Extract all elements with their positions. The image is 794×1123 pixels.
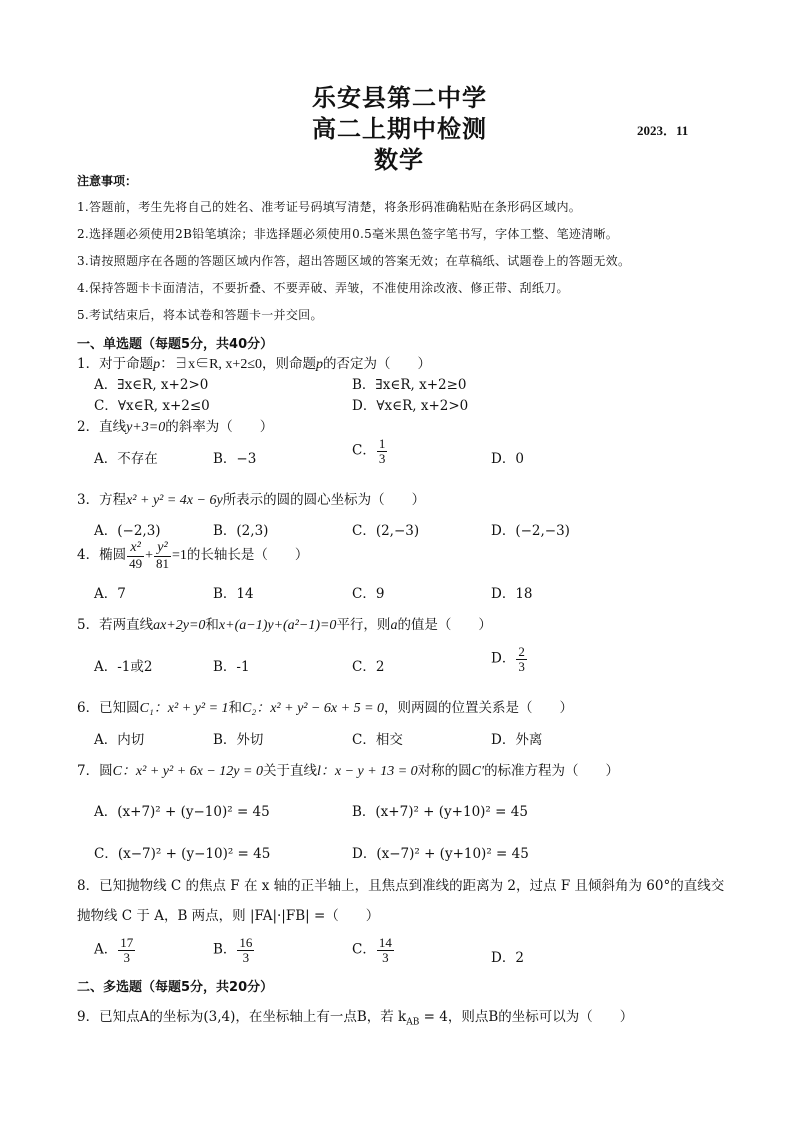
q6-stem-a: 6．已知圆 (77, 700, 140, 716)
fraction-numerator: x² (127, 541, 144, 557)
q5-option-d (491, 645, 528, 673)
q1-option-a: A．∃x∈R, x+2>0 (94, 377, 209, 393)
q2-option-c-label: C． (352, 442, 376, 459)
question-8-line-1: 8．已知抛物线 C 的焦点 F 在 x 轴的正半轴上，且焦点到准线的距离为 2，过点 F 且倾斜角为 60°的直线交 (77, 878, 725, 894)
q3-stem-a: 3．方程 (77, 492, 127, 508)
q5-mid: 和 (205, 617, 219, 633)
fraction-denominator: 81 (156, 555, 169, 571)
fraction-denominator: 3 (382, 949, 389, 965)
q8-option-d: D．2 (491, 950, 524, 966)
q4-option-a: A．7 (94, 586, 126, 602)
q4-option-c: C．9 (352, 586, 385, 602)
exam-date: 2023．11 (637, 123, 689, 138)
q5-option-d-label: D． (491, 650, 516, 667)
q4-plus: + (145, 548, 153, 564)
q9-tail: = 4，则点B的坐标可以为（ ） (419, 1009, 634, 1025)
q7-option-b: B．(x+7)² + (y+10)² = 45 (352, 804, 528, 820)
q6-option-b: B．外切 (213, 732, 264, 748)
q5-stem-c: 的值是（ ） (397, 617, 492, 633)
subject-title: 数学 (374, 146, 424, 174)
q6-circle-2: C₂：x² + y² − 6x + 5 = 0 (242, 701, 385, 716)
q3-option-b: B．(2,3) (213, 523, 269, 539)
q4-fraction-x (127, 541, 144, 570)
q4-option-d: D．18 (491, 586, 533, 602)
q8-option-c (352, 936, 395, 964)
q1-p: p (153, 357, 161, 372)
q1-option-b: B．∃x∈R, x+2≥0 (352, 377, 467, 393)
section-heading-single: 一、单选题（每题5分，共40分） (77, 337, 274, 352)
q2-option-d: D．0 (491, 451, 524, 467)
q1-prop: ：∃x∈R, x+2≤0 (160, 357, 263, 372)
notice-item: 5.考试结束后，将本试卷和答题卡一并交回。 (77, 308, 323, 322)
q8-option-c-fraction (377, 936, 394, 964)
q6-option-c: C．相交 (352, 732, 403, 748)
fraction-denominator: 3 (123, 949, 130, 965)
q7-line: l：x − y + 13 = 0 (316, 764, 418, 779)
q4-stem-a: 4．椭圆 (77, 547, 127, 564)
q5-equation-1: ax+2y=0 (153, 618, 206, 633)
fraction-numerator: 17 (120, 935, 134, 950)
q5-equation-2: x+(a−1)y+(a²−1)=0 (218, 618, 337, 633)
q8-option-c-label: C． (352, 941, 376, 958)
q2-equation: y+3=0 (126, 420, 166, 435)
q3-option-a: A．(−2,3) (94, 523, 161, 539)
fraction-denominator: 3 (378, 450, 386, 466)
q5-stem-b: 平行，则 (336, 617, 391, 633)
fraction-numerator: 16 (239, 935, 253, 950)
q3-equation: x² + y² = 4x − 6y (126, 493, 223, 508)
q1-option-c: C．∀x∈R, x+2≤0 (94, 398, 210, 414)
q5-stem-a: 5．若两直线 (77, 617, 154, 633)
q1-stem-b: ，则命题 (262, 356, 317, 372)
q1-p2: p (316, 357, 324, 372)
q9-subscript: AB (406, 1017, 420, 1028)
school-name: 乐安县第二中学 (312, 84, 487, 112)
notice-item: 3.请按照题序在各题的答题区域内作答，超出答题区域的答案无效；在草稿纸、试题卷上的答题无效。 (77, 254, 631, 268)
notice-item: 4.保持答题卡卡面清洁，不要折叠、不要弄破、弄皱，不准使用涂改液、修正带、刮纸刀。 (77, 281, 569, 295)
q7-stem-b: 关于直线 (262, 763, 317, 779)
q2-option-a: A．不存在 (94, 451, 158, 467)
q5-option-a: A．-1或2 (94, 659, 153, 675)
q7-c-prime: C′ (471, 764, 485, 779)
notice-heading: 注意事项： (77, 174, 138, 188)
q2-option-b: B．−3 (213, 451, 257, 467)
q7-stem-c: 对称的圆 (417, 763, 472, 779)
fraction-denominator: 3 (518, 658, 525, 674)
q8-option-b (213, 936, 255, 964)
fraction-numerator: y² (154, 541, 171, 557)
q5-option-d-fraction (516, 645, 527, 673)
q2-stem-a: 2．直线 (77, 419, 127, 435)
q5-option-b: B．-1 (213, 659, 250, 675)
question-8-line-2: 抛物线 C 于 A，B 两点，则 |FA|·|FB| =（ ） (77, 908, 380, 924)
q4-fraction-y (154, 541, 171, 570)
q4-eq-tail: =1 (172, 548, 187, 564)
question-5-stem (77, 613, 492, 634)
q7-circle: C：x² + y² + 6x − 12y = 0 (112, 764, 263, 779)
q7-option-d: D．(x−7)² + (y+10)² = 45 (352, 846, 529, 862)
question-2-stem (77, 415, 273, 436)
question-3-stem (77, 488, 425, 509)
q2-option-c (352, 437, 388, 465)
q3-option-d: D．(−2,−3) (491, 523, 570, 539)
question-1-stem (77, 352, 431, 373)
exam-title: 高二上期中检测 (312, 115, 487, 143)
notice-item: 2.选择题必须使用2B铅笔填涂；非选择题必须使用0.5毫米黑色签字笔书写，字体工整、笔迹清晰。 (77, 227, 619, 241)
q6-circle-1: C₁：x² + y² = 1 (139, 701, 229, 716)
q3-stem-b: 所表示的圆的圆心坐标为（ ） (222, 492, 426, 508)
q8-option-a-fraction (118, 936, 135, 964)
section-heading-multi: 二、多选题（每题5分，共20分） (77, 980, 274, 995)
q8-option-a (94, 936, 136, 964)
notice-item: 1.答题前，考生先将自己的姓名、准考证号码填写清楚，将条形码准确粘贴在条形码区域内。 (77, 200, 582, 214)
q1-option-d: D．∀x∈R, x+2>0 (352, 398, 469, 414)
fraction-denominator: 3 (242, 949, 250, 965)
q1-stem-a: 1．对于命题 (77, 356, 154, 372)
fraction-denominator: 49 (129, 555, 143, 571)
question-9-stem (77, 1005, 633, 1028)
q6-option-d: D．外离 (491, 732, 543, 748)
question-7-stem (77, 759, 619, 780)
question-6-stem (77, 696, 573, 717)
q7-stem-a: 7．圆 (77, 763, 113, 779)
q8-option-b-label: B． (213, 941, 237, 958)
q1-stem-c: 的否定为（ ） (323, 356, 432, 372)
q6-stem-b: ，则两圆的位置关系是（ ） (384, 700, 574, 716)
q2-stem-b: 的斜率为（ ） (165, 419, 274, 435)
q8-option-b-fraction (237, 936, 254, 964)
q6-option-a: A．内切 (94, 732, 145, 748)
q7-option-a: A．(x+7)² + (y−10)² = 45 (94, 804, 270, 820)
q8-option-a-label: A． (94, 941, 118, 958)
q4-option-b: B．14 (213, 586, 254, 602)
question-4-stem (77, 541, 308, 570)
q6-mid: 和 (228, 700, 243, 716)
q7-option-c: C．(x−7)² + (y−10)² = 45 (94, 846, 271, 862)
fraction-numerator: 2 (518, 644, 525, 659)
fraction-numerator: 1 (378, 436, 386, 451)
q4-stem-b: 的长轴长是（ ） (186, 547, 309, 564)
q7-stem-d: 的标准方程为（ ） (484, 763, 620, 779)
q3-option-c: C．(2,−3) (352, 523, 420, 539)
fraction-numerator: 14 (378, 935, 392, 950)
q5-variable-a: a (390, 618, 398, 633)
q9-stem: 9．已知点A的坐标为(3,4)，在坐标轴上有一点B，若 k (77, 1009, 407, 1025)
q2-option-c-fraction (377, 437, 388, 465)
q5-option-c: C．2 (352, 659, 385, 675)
